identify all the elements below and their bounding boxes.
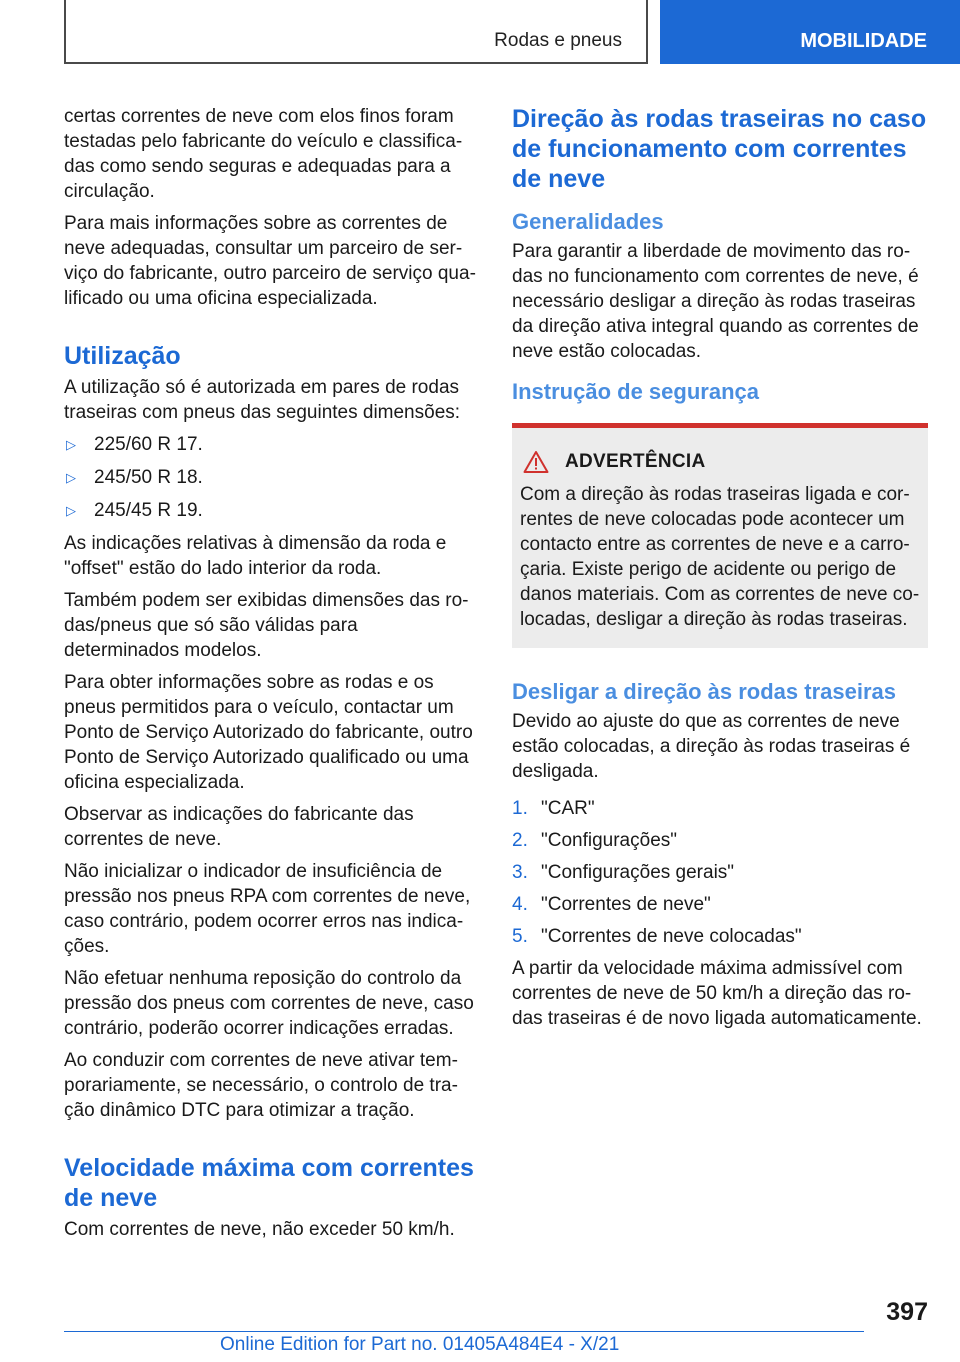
- step-text: "Configurações": [541, 830, 678, 851]
- switch-off-paragraph: A partir da velocidade máxima admissível com correntes de neve de 50 km/h a direção das rodas traseiras é de novo ligada automaticamente.: [512, 958, 922, 1029]
- page-number: 397: [886, 1298, 928, 1326]
- usage-paragraph: Também podem ser exibidas dimensões das rodas/pneus que só são válidas para determinados modelos.: [64, 590, 469, 661]
- intro-paragraph: certas correntes de neve com elos finos foram testadas pelo fabricante do veículo e classificadas como sendo seguras e adequadas para a circulação.: [64, 106, 463, 202]
- safety-subheading: Instrução de segurança: [512, 379, 759, 404]
- usage-paragraph: Ao conduzir com correntes de neve ativar temporariamente, se necessário, o controlo de tração dinâmico DTC para otimizar a tração.: [64, 1050, 458, 1121]
- header-chapter-tab: [660, 0, 960, 64]
- step-text: "Correntes de neve colocadas": [541, 926, 802, 947]
- warning-header: [520, 450, 920, 474]
- step-text: "Correntes de neve": [541, 894, 711, 915]
- step-text: "Configurações gerais": [541, 862, 735, 883]
- usage-paragraph: Não efetuar nenhuma reposição do controlo da pressão dos pneus com correntes de neve, caso contrário, poderão ocorrer indicações erradas.: [64, 968, 474, 1039]
- max-speed-paragraph: Com correntes de neve, não exceder 50 km/h.: [64, 1219, 455, 1240]
- footer-divider: [64, 1331, 864, 1332]
- step-number: 2.: [512, 830, 528, 851]
- usage-paragraph: A utilização só é autorizada em pares de rodas traseiras com pneus das seguintes dimensões:: [64, 377, 461, 423]
- left-column: [64, 104, 478, 1249]
- tyre-size-list: [64, 432, 478, 523]
- step-number: 5.: [512, 926, 528, 947]
- switch-off-subheading: Desligar a direção às rodas traseiras: [512, 679, 896, 704]
- triangle-bullet-icon: ▷: [66, 503, 76, 518]
- step-item: [512, 860, 928, 885]
- general-paragraph: Para garantir a liberdade de movimento das rodas no funcionamento com correntes de neve, é necessário desligar a direção às rodas traseiras da direção ativa integral quando as correntes de neve estão colocadas.: [512, 241, 919, 362]
- usage-heading: Utilização: [64, 342, 181, 370]
- usage-paragraph: Observar as indicações do fabricante das correntes de neve.: [64, 804, 414, 850]
- warning-label: ADVERTÊNCIA: [565, 451, 706, 472]
- step-text: "CAR": [541, 798, 595, 819]
- general-subheading: Generalidades: [512, 209, 664, 234]
- switch-off-paragraph: Devido ao ajuste do que as correntes de neve estão colocadas, a direção às rodas traseiras é desligada.: [512, 711, 911, 782]
- list-item: ▷ 225/60 R 17.: [66, 434, 203, 455]
- max-speed-heading: Velocidade máxima com correntes de neve: [64, 1154, 474, 1212]
- header-section-title: Rodas e pneus: [494, 30, 622, 51]
- warning-text: Com a direção às rodas traseiras ligada e correntes de neve colocadas pode acontecer um contacto entre as correntes de neve e a carroçaria. Existe perigo de acidente ou perigo de danos materiais. Com as correntes de neve colocadas, desligar a direção às rodas traseiras.: [520, 484, 920, 630]
- header-section-tab: [64, 0, 648, 64]
- step-number: 1.: [512, 798, 528, 819]
- step-item: [512, 828, 928, 853]
- usage-paragraph: Para obter informações sobre as rodas e os pneus permitidos para o veículo, contactar um Ponto de Serviço Autorizado do fabricante, outro Ponto de Serviço Autorizado qualificado ou uma oficina especializada.: [64, 672, 473, 793]
- warning-triangle-icon: [523, 450, 549, 474]
- footer-edition: Online Edition for Part no. 01405A484E4 - X/21: [220, 1334, 620, 1355]
- rear-steering-heading: Direção às rodas traseiras no caso de funcionamento com correntes de neve: [512, 105, 927, 193]
- step-item: [512, 796, 928, 821]
- triangle-bullet-icon: ▷: [66, 437, 76, 452]
- step-item: [512, 892, 928, 917]
- list-item: ▷ 245/50 R 18.: [66, 467, 203, 488]
- intro-paragraph: Para mais informações sobre as correntes de neve adequadas, consultar um parceiro de serviço do fabricante, outro parceiro de serviço qualificado ou uma oficina especializada.: [64, 213, 476, 309]
- step-number: 4.: [512, 894, 528, 915]
- warning-box: [512, 423, 928, 648]
- list-item: ▷ 245/45 R 19.: [66, 500, 203, 521]
- usage-paragraph: Não inicializar o indicador de insuficiência de pressão nos pneus RPA com correntes de neve, caso contrário, podem ocorrer erros nas indicações.: [64, 861, 471, 957]
- right-column: [512, 104, 928, 1038]
- step-number: 3.: [512, 862, 528, 883]
- header-chapter-title: MOBILIDADE: [800, 30, 927, 52]
- step-item: [512, 924, 928, 949]
- triangle-bullet-icon: ▷: [66, 470, 76, 485]
- usage-paragraph: As indicações relativas à dimensão da roda e "offset" estão do lado interior da roda.: [64, 533, 447, 579]
- menu-path-steps: [512, 796, 928, 949]
